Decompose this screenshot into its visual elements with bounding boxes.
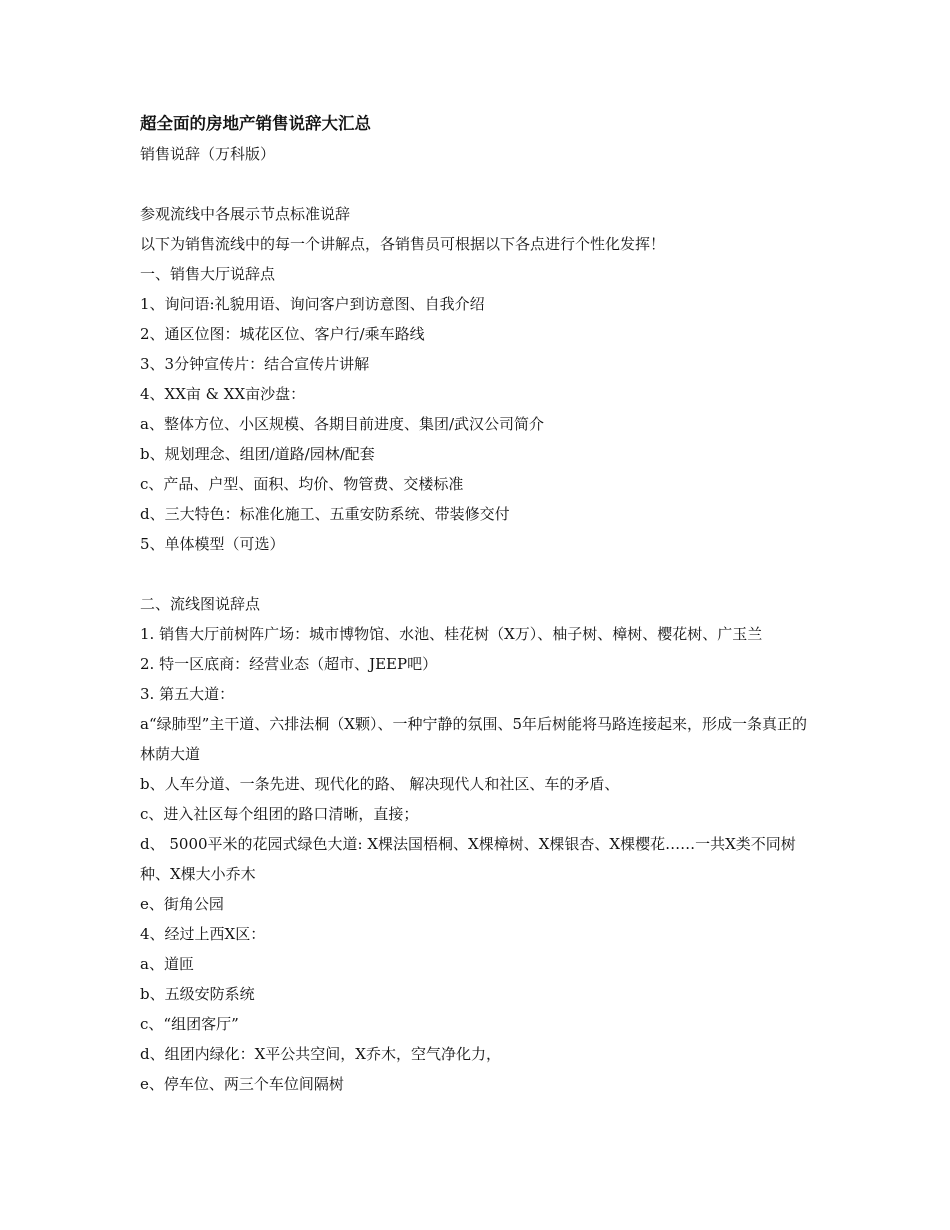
text-line: a“绿肺型”主干道、六排法桐（X颗）、一种宁静的氛围、5年后树能将马路连接起来，形成一条真正的林荫大道 xyxy=(140,715,808,763)
text-line: 1、询问语:礼貌用语、询问客户到访意图、自我介绍 xyxy=(140,295,485,313)
text-line: e、街角公园 xyxy=(140,895,224,913)
text-line: d、三大特色：标准化施工、五重安防系统、带装修交付 xyxy=(140,505,510,523)
text-line: 4、XX亩 & XX亩沙盘： xyxy=(140,385,306,403)
text-line: d、组团内绿化：X平公共空间，X乔木，空气净化力， xyxy=(140,1045,501,1063)
text-line: 参观流线中各展示节点标准说辞 xyxy=(140,205,351,223)
text-line: d、 5000平米的花园式绿色大道: X棵法国梧桐、X棵樟树、X棵银杏、X棵樱花……一共X类不同树种、X棵大小乔木 xyxy=(140,835,796,883)
text-line: 以下为销售流线中的每一个讲解点，各销售员可根据以下各点进行个性化发挥！ xyxy=(140,235,666,253)
text-line: 二、流线图说辞点 xyxy=(140,595,261,613)
text-line: a、整体方位、小区规模、各期目前进度、集团/武汉公司简介 xyxy=(140,415,544,433)
text-line: e、停车位、两三个车位间隔树 xyxy=(140,1075,344,1093)
document-body xyxy=(140,109,815,1099)
text-line: 2、通区位图：城花区位、客户行/乘车路线 xyxy=(140,325,425,343)
text-line: 1. 销售大厅前树阵广场：城市博物馆、水池、桂花树（X万）、柚子树、樟树、樱花树、广玉兰 xyxy=(140,625,763,643)
text-line: 3、3分钟宣传片：结合宣传片讲解 xyxy=(140,355,370,373)
blank-line xyxy=(140,559,815,589)
text-line: 2. 特一区底商：经营业态（超市、JEEP吧） xyxy=(140,655,438,673)
text-line: 一、销售大厅说辞点 xyxy=(140,265,276,283)
document-lines xyxy=(140,169,815,1099)
text-line: b、规划理念、组团/道路/园林/配套 xyxy=(140,445,375,463)
blank-line xyxy=(140,169,815,199)
text-line: c、进入社区每个组团的路口清晰，直接； xyxy=(140,805,419,823)
text-line: c、产品、户型、面积、均价、物管费、交楼标准 xyxy=(140,475,464,493)
text-line: 4、经过上西X区： xyxy=(140,925,266,943)
text-line: a、道匝 xyxy=(140,955,194,973)
text-line: b、人车分道、一条先进、现代化的路、 解决现代人和社区、车的矛盾、 xyxy=(140,775,620,793)
text-line: c、“组团客厅” xyxy=(140,1015,239,1033)
document-title: 超全面的房地产销售说辞大汇总 xyxy=(140,114,371,133)
document-subtitle: 销售说辞（万科版） xyxy=(140,145,276,163)
text-line: 3. 第五大道： xyxy=(140,685,235,703)
text-line: b、五级安防系统 xyxy=(140,985,255,1003)
text-line: 5、单体模型（可选） xyxy=(140,535,285,553)
